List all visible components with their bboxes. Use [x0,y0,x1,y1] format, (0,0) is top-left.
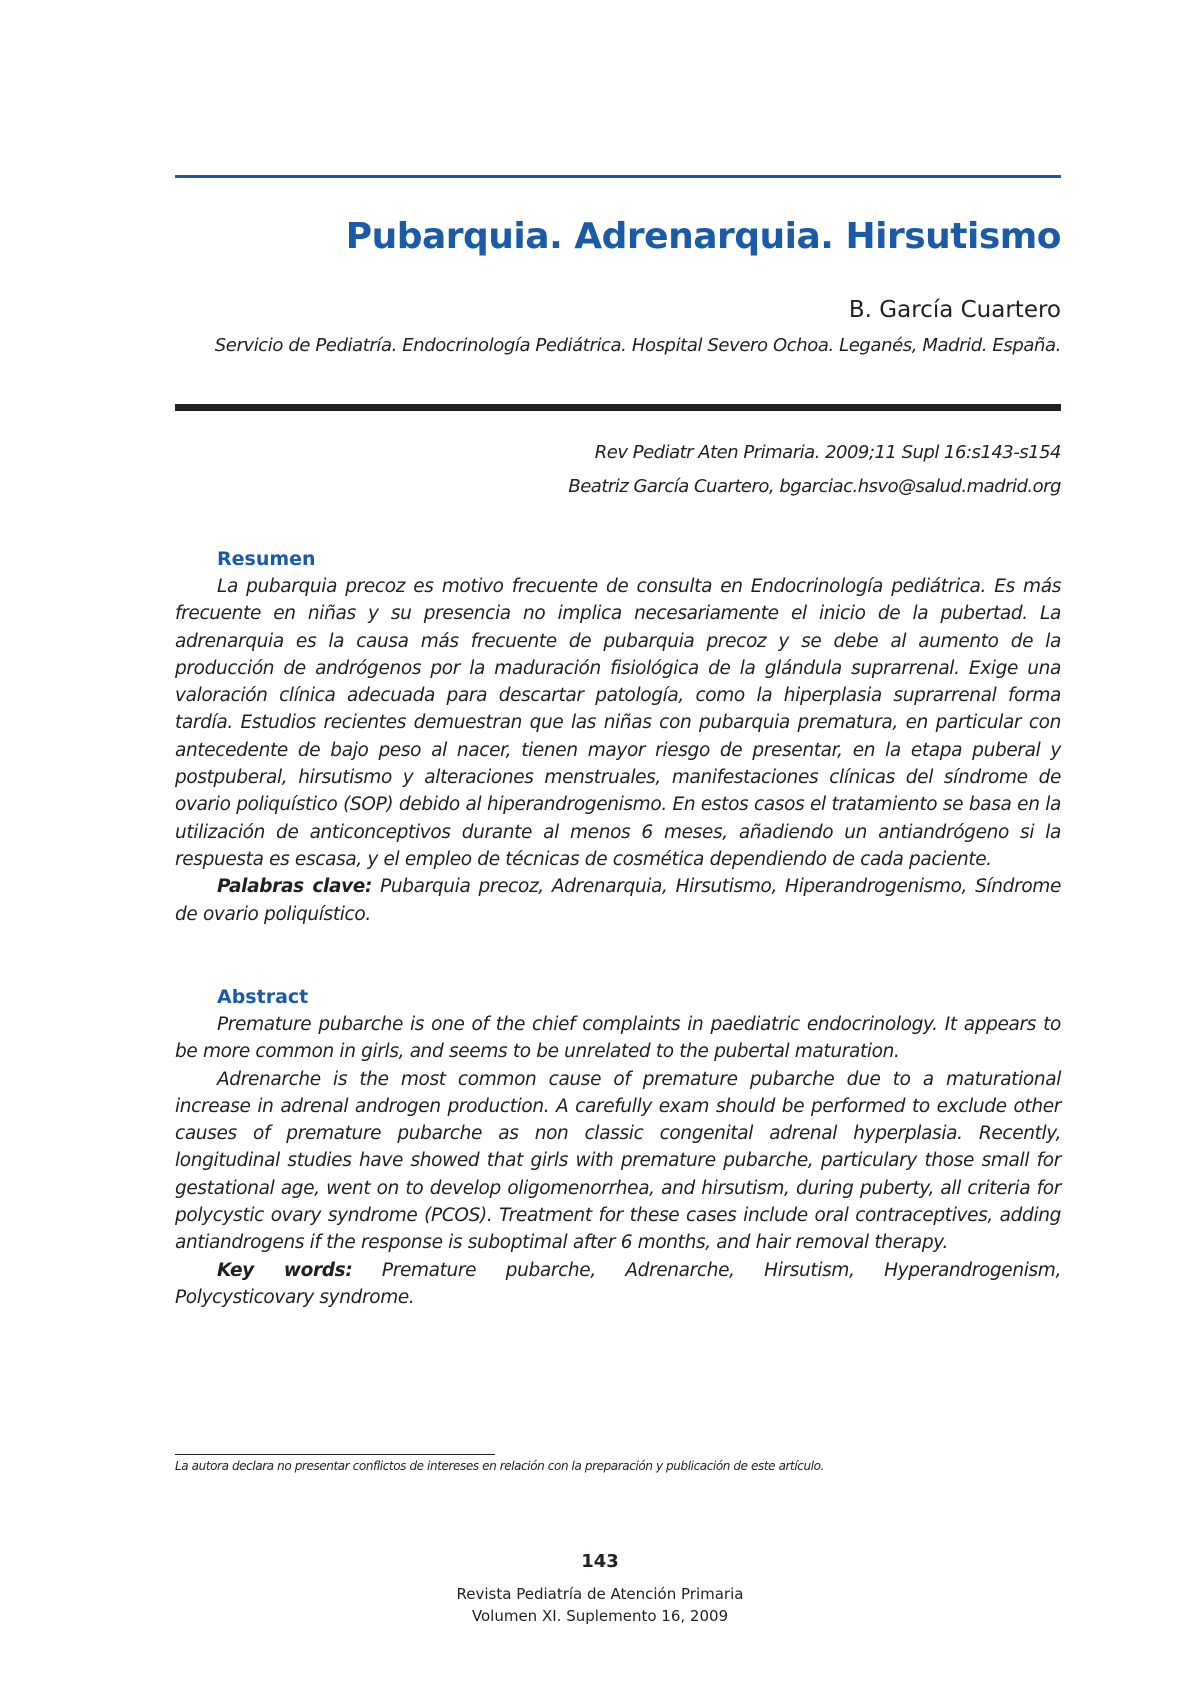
abstract-paragraph-1: Premature pubarche is one of the chief complaints in paediatric endocrinology. It appears to be more common in girls, and seems to be unrelated to the pubertal maturation. [175,1014,1061,1063]
abstract-heading: Abstract [217,986,309,1008]
footnote: La autora declara no presentar conflictos de intereses en relación con la preparación y publicación de este artículo. [175,1459,824,1473]
keywords-text: Premature pubarche, Adrenarche, Hirsutism, Hyperandrogenism, Polycysticovary syndrome. [175,1259,1061,1308]
abstract-section [175,984,1061,1311]
keywords-label: Key words: [217,1259,353,1281]
citation: Rev Pediatr Aten Primaria. 2009;11 Supl 16:s143-s154 [594,442,1061,463]
author-name: B. García Cuartero [848,297,1061,323]
journal-name: Revista Pediatría de Atención Primaria [456,1585,744,1603]
keywords-label: Palabras clave: [217,876,373,898]
resumen-body: La pubarquia precoz es motivo frecuente de consulta en Endocrinología pediátrica. Es más frecuente en niñas y su presencia no implica necesariamente el inicio de la pubertad. La adrenarquia es la causa más frecuente de pubarquia precoz y se debe al aumento de la producción de andrógenos por la maduración fisiológica de la glándula suprarrenal. Exige una valoración clínica adecuada para descartar patología, como la hiperplasia suprarrenal forma tardía. Estudios recientes demuestran que las niñas con pubarquia prematura, en particular con antecedente de bajo peso al nacer, tienen mayor riesgo de presentar, en la etapa puberal y postpuberal, hirsutismo y alteraciones menstruales, manifestaciones clínicas del síndrome de ovario poliquístico (SOP) debido al hiperandrogenismo. En estos casos el tratamiento se basa en la utilización de anticonceptivos durante al menos 6 meses, añadiendo un antiandrógeno si la respuesta es escasa, y el empleo de técnicas de cosmética dependiendo de cada paciente. [175,576,1061,870]
contact-email: Beatriz García Cuartero, bgarciac.hsvo@salud.madrid.org [568,476,1061,497]
resumen-keywords [175,873,1061,928]
article-title: Pubarquia. Adrenarquia. Hirsutismo [345,216,1061,257]
author-affiliation: Servicio de Pediatría. Endocrinología Pediátrica. Hospital Severo Ochoa. Leganés, Madrid. España. [214,335,1061,356]
resumen-heading: Resumen [217,548,316,570]
journal-footer [0,1583,1200,1627]
keywords-text: Pubarquia precoz, Adrenarquia, Hirsutismo, Hiperandrogenismo, Síndrome de ovario poliquístico. [175,876,1061,925]
page-number: 143 [581,1551,619,1572]
resumen-section [175,546,1061,928]
journal-volume: Volumen XI. Suplemento 16, 2009 [471,1607,729,1625]
top-rule [175,175,1061,178]
abstract-keywords [175,1257,1061,1312]
footnote-rule [175,1454,495,1455]
header-divider [175,404,1061,411]
abstract-paragraph-2: Adrenarche is the most common cause of premature pubarche due to a maturational increase in adrenal androgen production. A carefully exam should be performed to exclude other causes of premature pubarche as non classic congenital adrenal hyperplasia. Recently, longitudinal studies have showed that girls with premature pubarche, particulary those small for gestational age, went on to develop oligomenorrhea, and hirsutism, during puberty, all criteria for polycystic ovary syndrome (PCOS). Treatment for these cases include oral contraceptives, adding antiandrogens if the response is suboptimal after 6 months, and hair removal therapy. [175,1068,1061,1254]
